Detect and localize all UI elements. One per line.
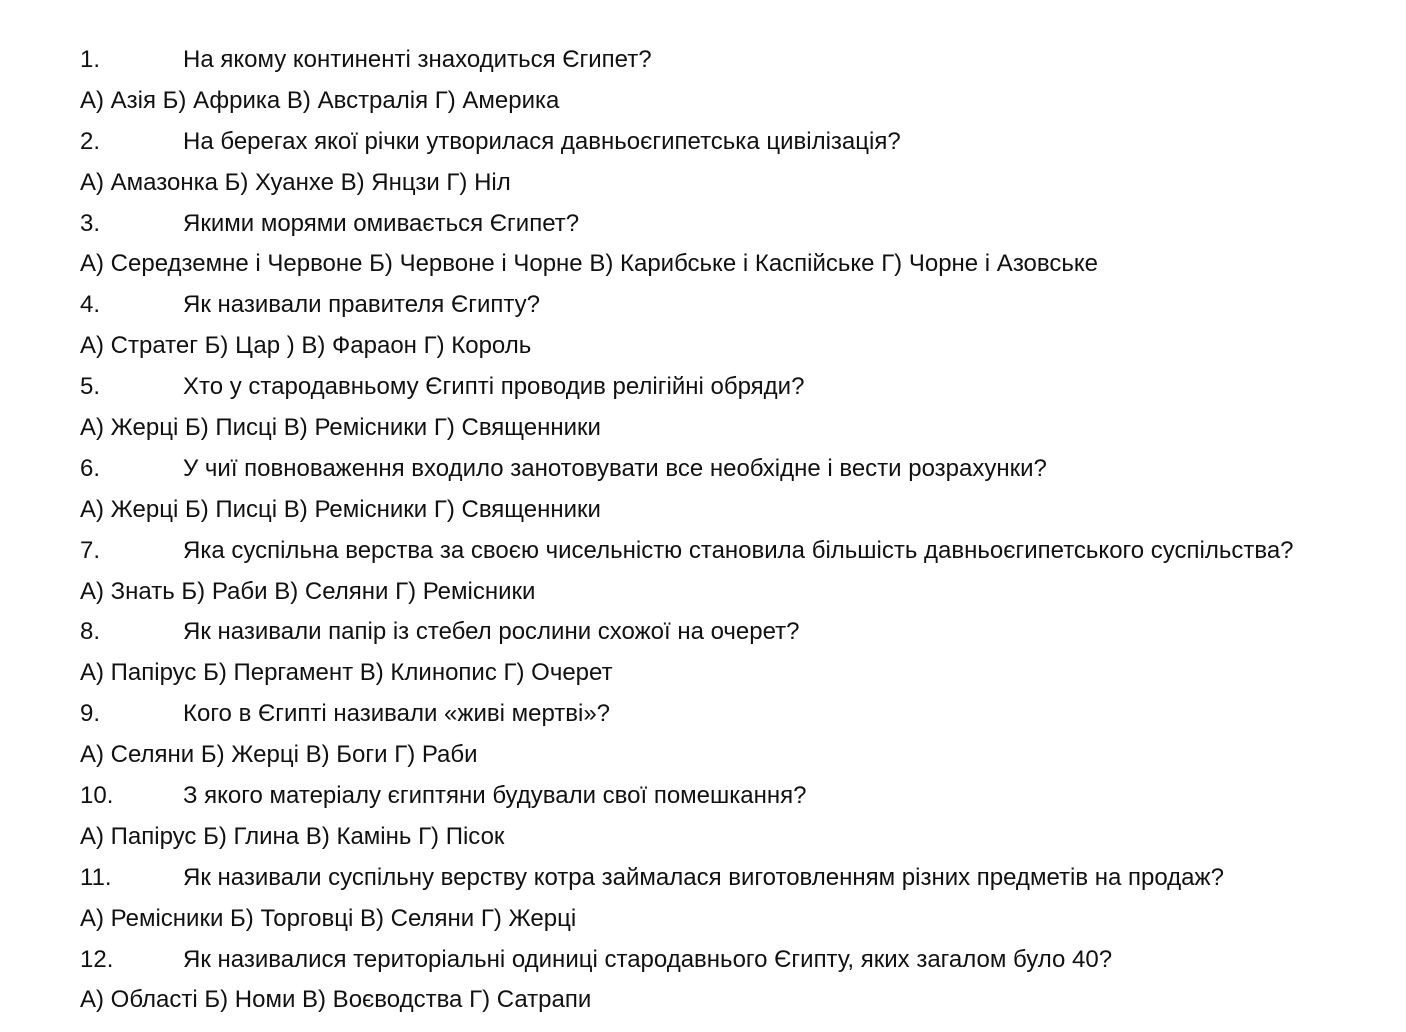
question-line [80,449,1294,490]
question-line [80,612,1294,653]
question-text: З якого матеріалу єгиптяни будували свої помешкання? [183,782,807,810]
question-text: На берегах якої річки утворилася давньоєгипетська цивілізація? [183,127,901,155]
question-number: 12. [80,945,114,973]
question-number: 11. [80,863,112,891]
question-number: 2. [80,127,101,155]
answer-options: А) Селяни Б) Жерці В) Боги Г) Раби [80,741,478,769]
question-number: 3. [80,209,101,237]
question-line [80,531,1294,572]
question-number: 7. [80,536,101,564]
question-number: 6. [80,454,101,482]
question-text: Як називали папір із стебел рослини схожої на очерет? [183,618,800,646]
answer-options: А) Папірус Б) Пергамент В) Клинопис Г) Очерет [80,659,613,687]
question-text: Як називали правителя Єгипту? [183,291,540,319]
question-line [80,204,1294,245]
question-line [80,40,1294,81]
question-text: Яка суспільна верства за своєю чисельністю становила більшість давньоєгипетського суспільства? [183,536,1294,564]
question-line [80,122,1294,163]
answer-options: А) Амазонка Б) Хуанхе В) Янцзи Г) Ніл [80,168,511,196]
question-text: Як називали суспільну верству котра займалася виготовленням різних предметів на продаж? [183,863,1224,891]
question-number: 9. [80,700,101,728]
answer-options: А) Області Б) Номи В) Воєводства Г) Сатрапи [80,986,592,1014]
answer-options: А) Ремісники Б) Торговці В) Селяни Г) Жерці [80,904,577,932]
question-line [80,694,1294,735]
question-text: Як називалися територіальні одиниці стародавнього Єгипту, яких загалом було 40? [183,945,1113,973]
answer-options: А) Жерці Б) Писці В) Ремісники Г) Священники [80,495,601,523]
question-number: 4. [80,291,101,319]
answer-options: А) Стратег Б) Цар ) В) Фараон Г) Король [80,332,532,360]
question-number: 1. [80,46,101,73]
answer-options: А) Знать Б) Раби В) Селяни Г) Ремісники [80,577,536,605]
question-line [80,858,1294,899]
question-line [80,776,1294,817]
quiz-document [80,40,1294,1021]
question-text: Хто у стародавньому Єгипті проводив релігійні обряди? [183,373,805,401]
question-text: На якому континенті знаходиться Єгипет? [183,46,652,73]
answer-options: А) Папірус Б) Глина В) Камінь Г) Пісок [80,822,505,850]
question-line [80,367,1294,408]
question-text: У чиї повноваження входило занотовувати все необхідне і вести розрахунки? [183,454,1047,482]
question-number: 10. [80,782,114,810]
question-text: Якими морями омивається Єгипет? [183,209,580,237]
answer-options: А) Середземне і Червоне Б) Червоне і Чорне В) Карибське і Каспійське Г) Чорне і Азовське [80,250,1098,278]
answer-options: А) Жерці Б) Писці В) Ремісники Г) Священники [80,414,601,442]
question-number: 8. [80,618,101,646]
question-number: 5. [80,373,101,401]
answer-options: А) Азія Б) Африка В) Австралія Г) Америка [80,86,560,114]
question-line [80,940,1294,981]
question-line [80,285,1294,326]
question-text: Кого в Єгипті називали «живі мертві»? [183,700,611,728]
